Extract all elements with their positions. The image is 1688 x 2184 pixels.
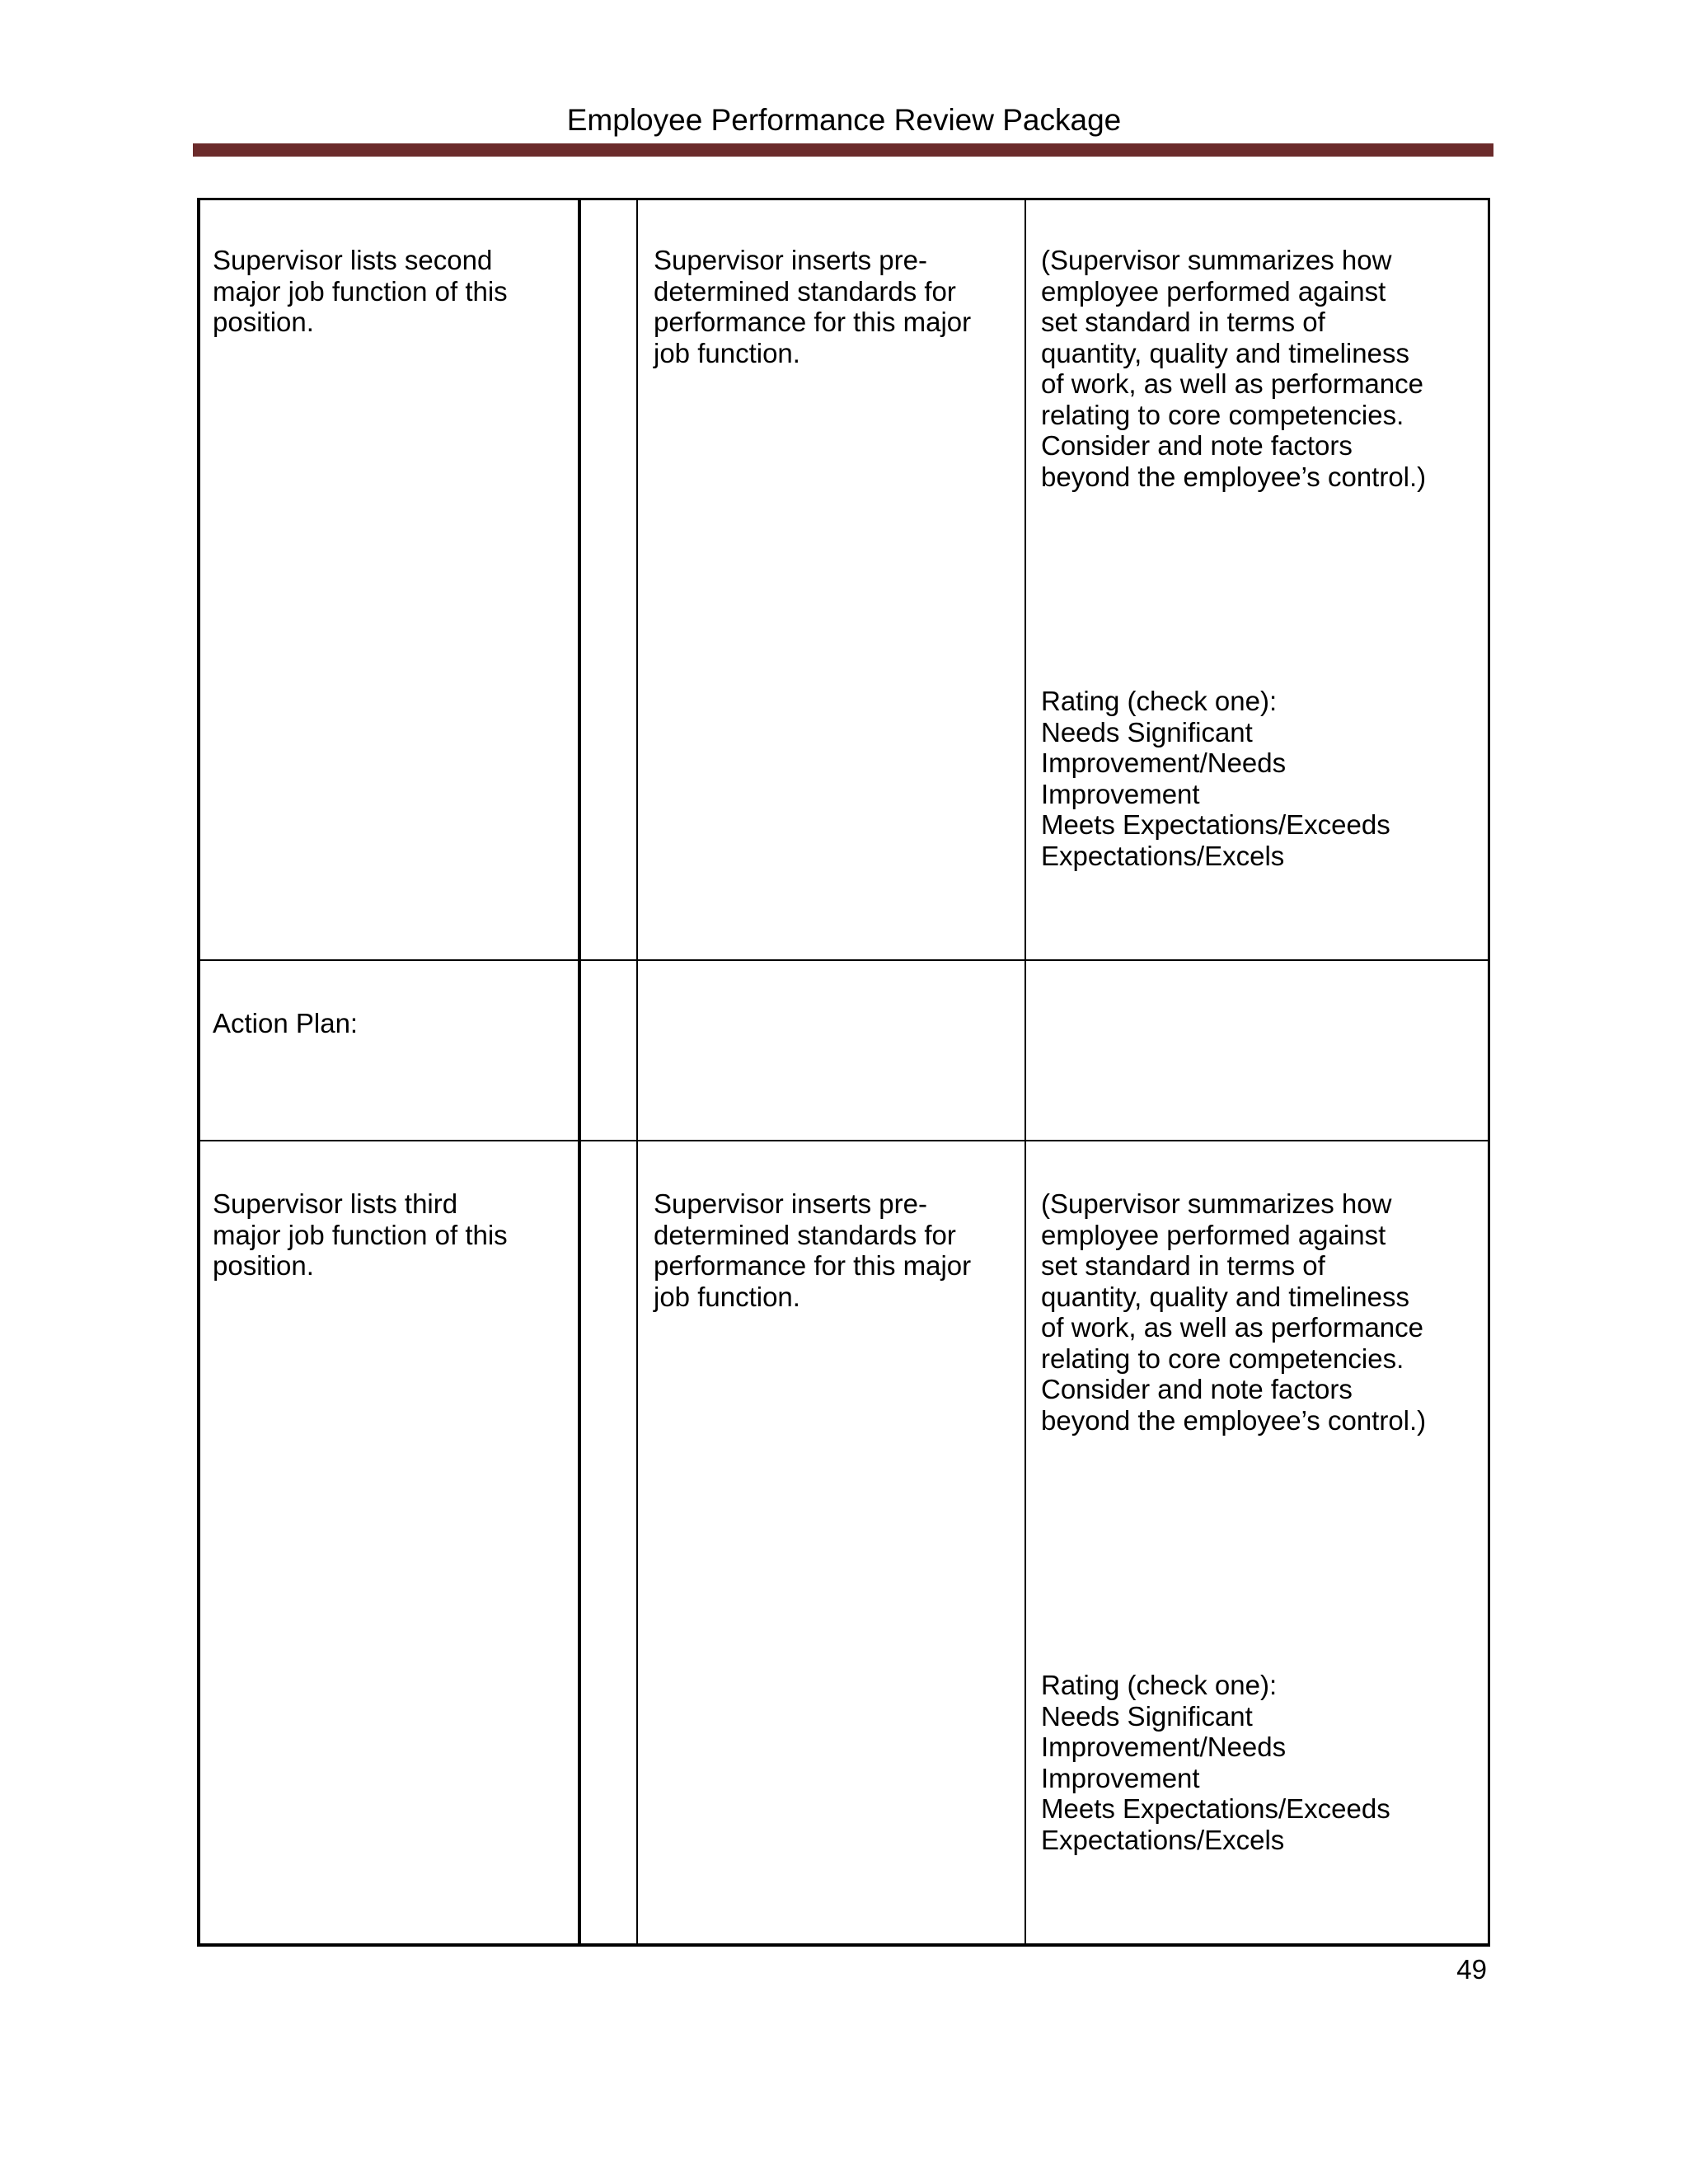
- performance-summary-cell: (Supervisor summarizes how employee performed against set standard in terms of quantity, quality and timeliness of work, as well as performance relating to core competencies. Consider and note factors beyond the employee’s control.): [1041, 245, 1427, 492]
- row-divider: [198, 1140, 1490, 1141]
- table-border-right: [1488, 198, 1490, 1947]
- row-divider: [198, 959, 1490, 961]
- table-border-top: [198, 198, 1490, 200]
- job-function-cell: Supervisor lists second major job function of this position.: [213, 245, 508, 337]
- column-divider: [636, 198, 638, 1947]
- rating-cell: Rating (check one): Needs Significant Improvement/Needs Improvement Meets Expectations/Exceeds Expectations/Excels: [1041, 1670, 1390, 1855]
- job-function-cell: Supervisor lists third major job function of this position.: [213, 1188, 508, 1281]
- performance-summary-cell: (Supervisor summarizes how employee performed against set standard in terms of quantity, quality and timeliness of work, as well as performance relating to core competencies. Consider and note factors beyond the employee’s control.): [1041, 1188, 1427, 1436]
- standards-cell: Supervisor inserts pre- determined standards for performance for this major job function.: [654, 245, 972, 368]
- page-number: 49: [1456, 1954, 1487, 1985]
- table-border-bottom: [198, 1943, 1490, 1947]
- page-title: Employee Performance Review Package: [566, 103, 1122, 137]
- column-divider: [578, 198, 581, 1947]
- standards-cell: Supervisor inserts pre- determined standards for performance for this major job function.: [654, 1188, 972, 1312]
- column-divider: [1025, 198, 1026, 1947]
- action-plan-label: Action Plan:: [213, 1008, 359, 1038]
- rating-cell: Rating (check one): Needs Significant Improvement/Needs Improvement Meets Expectations/Exceeds Expectations/Excels: [1041, 686, 1390, 871]
- table-border-left: [197, 198, 200, 1947]
